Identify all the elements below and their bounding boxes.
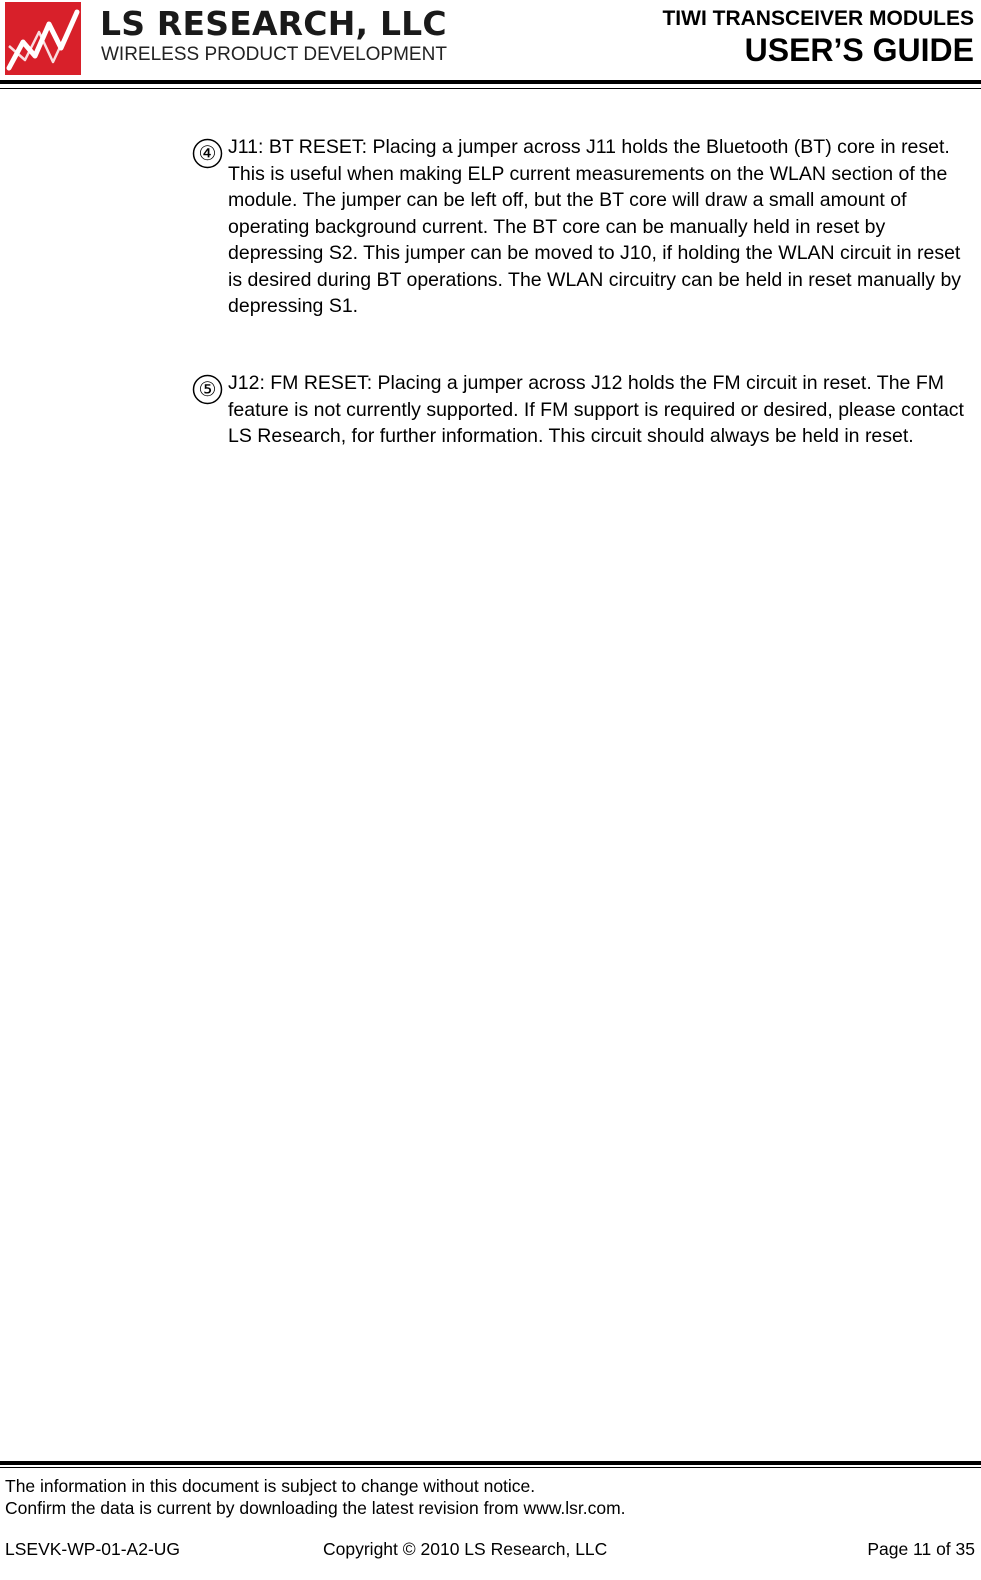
lsr-logo-icon xyxy=(5,2,81,75)
footer-notice-line-2: Confirm the data is current by downloading the latest revision from www.lsr.com. xyxy=(5,1498,626,1518)
svg-text:⑤: ⑤ xyxy=(198,379,217,401)
circled-number-5-icon xyxy=(192,374,223,405)
header-rule-thick xyxy=(0,80,981,84)
circled-number-4-icon xyxy=(192,138,223,169)
document-heading xyxy=(662,6,974,68)
jumper-j12-description: J12: FM RESET: Placing a jumper across J12 holds the FM circuit in reset. The FM feature is not currently supported. If FM support is required or desired, please contact LS Research, for further information. This circuit should always be held in reset. xyxy=(228,372,964,447)
document-title: USER’S GUIDE xyxy=(744,32,974,68)
company-tagline: WIRELESS PRODUCT DEVELOPMENT xyxy=(101,44,447,65)
document-series: TIWI TRANSCEIVER MODULES xyxy=(662,7,974,30)
footer-notice xyxy=(5,1475,626,1519)
page-header xyxy=(0,0,981,92)
page-number: Page 11 of 35 xyxy=(867,1539,975,1559)
company-name: LS RESEARCH, LLC xyxy=(100,4,447,43)
list-item xyxy=(192,370,972,450)
header-rule-thin xyxy=(0,88,981,89)
footer-notice-line-1: The information in this document is subject to change without notice. xyxy=(5,1476,536,1496)
copyright: Copyright © 2010 LS Research, LLC xyxy=(323,1539,608,1559)
list-item xyxy=(192,134,972,320)
page-footer xyxy=(0,1455,981,1580)
jumper-j11-description: J11: BT RESET: Placing a jumper across J11 holds the Bluetooth (BT) core in reset. This is useful when making ELP current measurements on the WLAN section of the module. The jumper can be left off, but the BT core will draw a small amount of operating background current. The BT core can be manually held in reset by depressing S2. This jumper can be moved to J10, if holding the WLAN circuit in reset is desired during BT operations. The WLAN circuitry can be held in reset manually by depressing S1. xyxy=(228,136,962,317)
footer-rule-thin xyxy=(0,1467,981,1468)
svg-text:④: ④ xyxy=(198,143,217,165)
document-id: LSEVK-WP-01-A2-UG xyxy=(5,1539,181,1559)
footer-rule-thick xyxy=(0,1461,981,1465)
